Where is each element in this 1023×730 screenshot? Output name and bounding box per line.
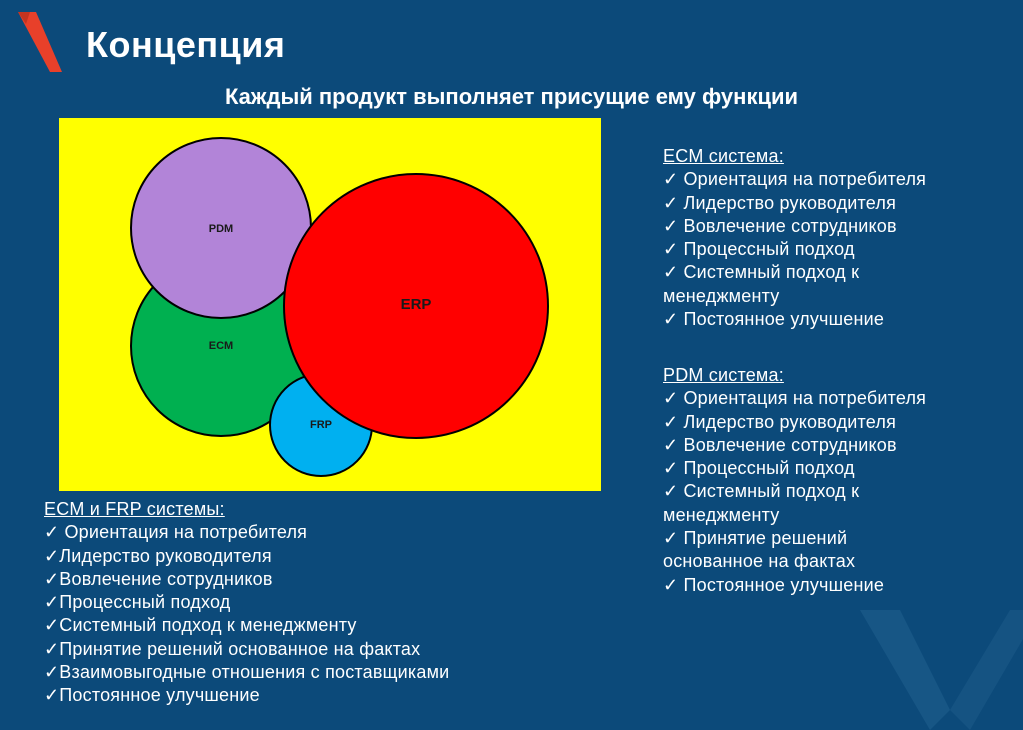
list-item: ✓Постоянное улучшение	[44, 685, 260, 706]
list-item: ✓ Ориентация на потребителя	[663, 169, 927, 190]
list-item: ✓ Процессный подход	[663, 239, 855, 260]
list-item: ✓ Лидерство руководителя	[663, 192, 897, 213]
erp-label: ERP	[400, 295, 432, 313]
page-subtitle: Каждый продукт выполняет присущие ему функции	[224, 84, 799, 109]
list-item: ✓ Вовлечение сотрудников	[663, 434, 897, 455]
list-item: ✓Процессный подход	[44, 592, 231, 613]
list-item: ✓Вовлечение сотрудников	[44, 568, 273, 589]
list-item: ✓Системный подход к менеджменту	[44, 615, 357, 636]
page-title: Концепция	[86, 24, 286, 65]
watermark-chevron-icon	[860, 590, 1023, 730]
list-item: ✓ Ориентация на потребителя	[663, 388, 927, 409]
list-item: менеджменту	[663, 504, 780, 525]
list-item: ✓ Постоянное улучшение	[663, 574, 885, 595]
list-item: ✓ Системный подход к	[663, 262, 860, 283]
pdm-label: PDM	[208, 222, 234, 235]
ecm-frp-features-list	[44, 498, 604, 708]
list-item: ✓ Постоянное улучшение	[663, 309, 885, 330]
logo-icon	[18, 10, 68, 72]
list-item: ✓Взаимовыгодные отношения с поставщиками	[44, 662, 450, 683]
ecm-list-heading: ECM система:	[663, 146, 784, 166]
list-item: ✓ Лидерство руководителя	[663, 411, 897, 432]
ecm-features-list	[663, 145, 993, 331]
list-item: менеджменту	[663, 285, 780, 306]
ecm-frp-list-heading: ECM и FRP системы:	[44, 499, 225, 519]
list-item: ✓Принятие решений основанное на фактах	[44, 638, 421, 659]
list-item: ✓ Ориентация на потребителя	[44, 522, 308, 543]
pdm-features-list	[663, 364, 993, 597]
ecm-label: ECM	[208, 339, 234, 352]
list-item: ✓ Принятие решений	[663, 528, 848, 549]
frp-label: FRP	[310, 418, 332, 431]
list-item: ✓Лидерство руководителя	[44, 545, 272, 566]
list-item: основанное на фактах	[663, 551, 856, 572]
list-item: ✓ Системный подход к	[663, 481, 860, 502]
systems-diagram	[59, 118, 601, 491]
pdm-list-heading: PDM система:	[663, 365, 784, 385]
list-item: ✓ Вовлечение сотрудников	[663, 215, 897, 236]
list-item: ✓ Процессный подход	[663, 458, 855, 479]
